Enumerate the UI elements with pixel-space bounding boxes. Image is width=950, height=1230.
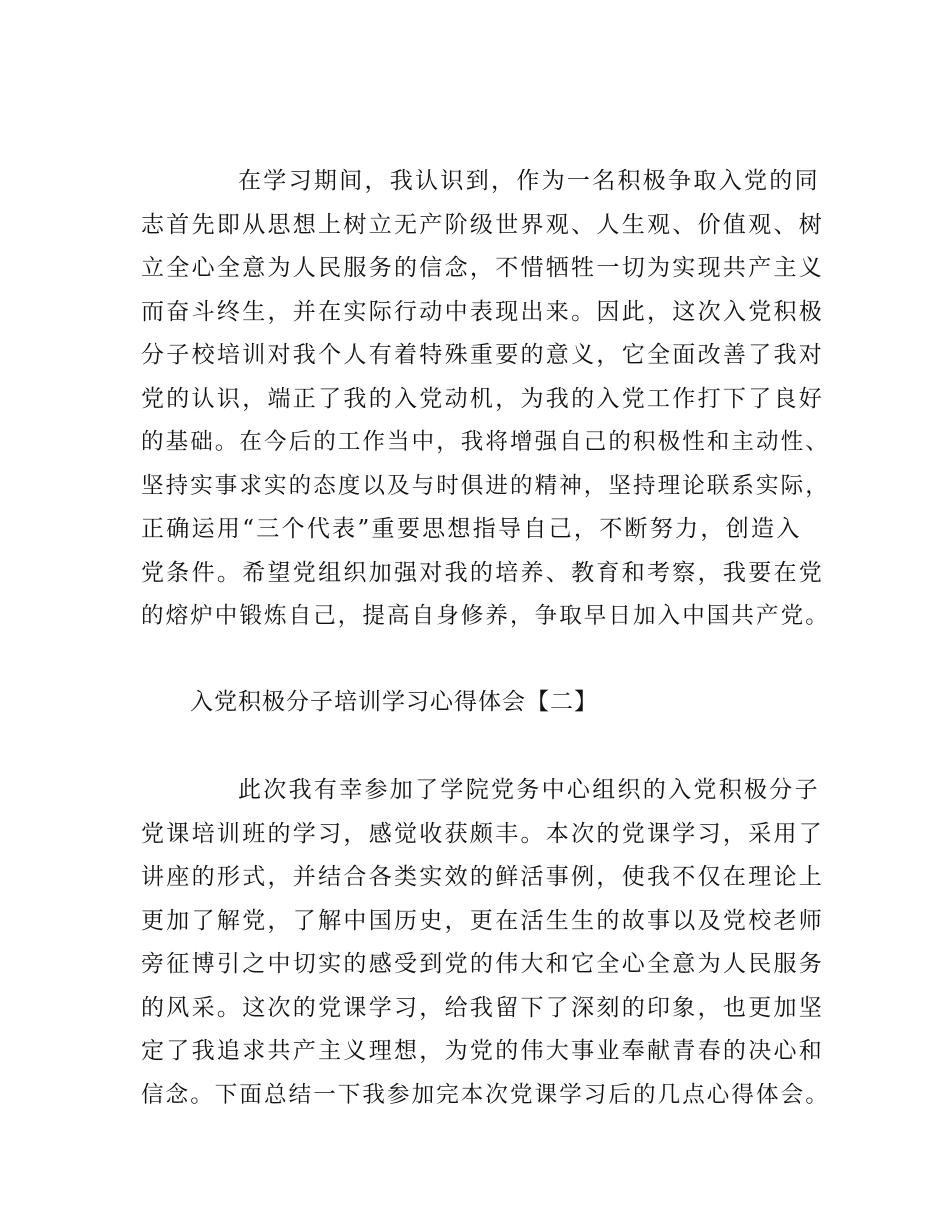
paragraph-2-line: 旁征博引之中切实的感受到党的伟大和它全心全意为人民服务 xyxy=(141,951,825,977)
paragraph-1-line: 而奋斗终生，并在实际行动中表现出来。因此，这次入党积极 xyxy=(141,298,825,325)
paragraph-1 xyxy=(141,160,831,639)
paragraph-2-line: 定了我追求共产主义理想，为党的伟大事业奉献青春的决心和 xyxy=(141,1038,825,1064)
paragraph-2-line: 此次我有幸参加了学院党务中心组织的入党积极分子 xyxy=(238,777,820,803)
section-heading: 入党积极分子培训学习心得体会【二】 xyxy=(190,689,598,715)
paragraph-1-line: 的熔炉中锻炼自己，提高自身修养，争取早日加入中国共产党。 xyxy=(141,603,830,629)
paragraph-1-line: 志首先即从思想上树立无产阶级世界观、人生观、价值观、树 xyxy=(141,211,825,238)
paragraph-1-line: 分子校培训对我个人有着特殊重要的意义，它全面改善了我对 xyxy=(141,342,825,368)
paragraph-1-line: 党条件。希望党组织加强对我的培养、教育和考察，我要在党 xyxy=(141,559,825,586)
paragraph-2-line: 信念。下面总结一下我参加完本次党课学习后的几点心得体会。 xyxy=(141,1081,830,1108)
paragraph-1-line: 坚持实事求实的态度以及与时俱进的精神，坚持理论联系实际， xyxy=(141,472,830,499)
paragraph-1-line: 立全心全意为人民服务的信念，不惜牺牲一切为实现共产主义 xyxy=(141,255,825,281)
paragraph-2 xyxy=(141,769,831,1117)
paragraph-2-line: 党课培训班的学习，感觉收获颇丰。本次的党课学习，采用了 xyxy=(141,820,825,847)
paragraph-2-line: 讲座的形式，并结合各类实效的鲜活事例，使我不仅在理论上 xyxy=(141,864,825,890)
paragraph-1-line: 党的认识，端正了我的入党动机，为我的入党工作打下了良好 xyxy=(141,385,825,412)
paragraph-1-line: 正确运用“三个代表”重要思想指导自己，不断努力，创造入 xyxy=(141,516,802,542)
paragraph-2-line: 更加了解党，了解中国历史，更在活生生的故事以及党校老师 xyxy=(141,907,825,934)
paragraph-1-line: 在学习期间，我认识到，作为一名积极争取入党的同 xyxy=(238,168,820,194)
paragraph-1-line: 的基础。在今后的工作当中，我将增强自己的积极性和主动性、 xyxy=(141,429,830,455)
paragraph-2-line: 的风采。这次的党课学习，给我留下了深刻的印象，也更加坚 xyxy=(141,994,825,1021)
